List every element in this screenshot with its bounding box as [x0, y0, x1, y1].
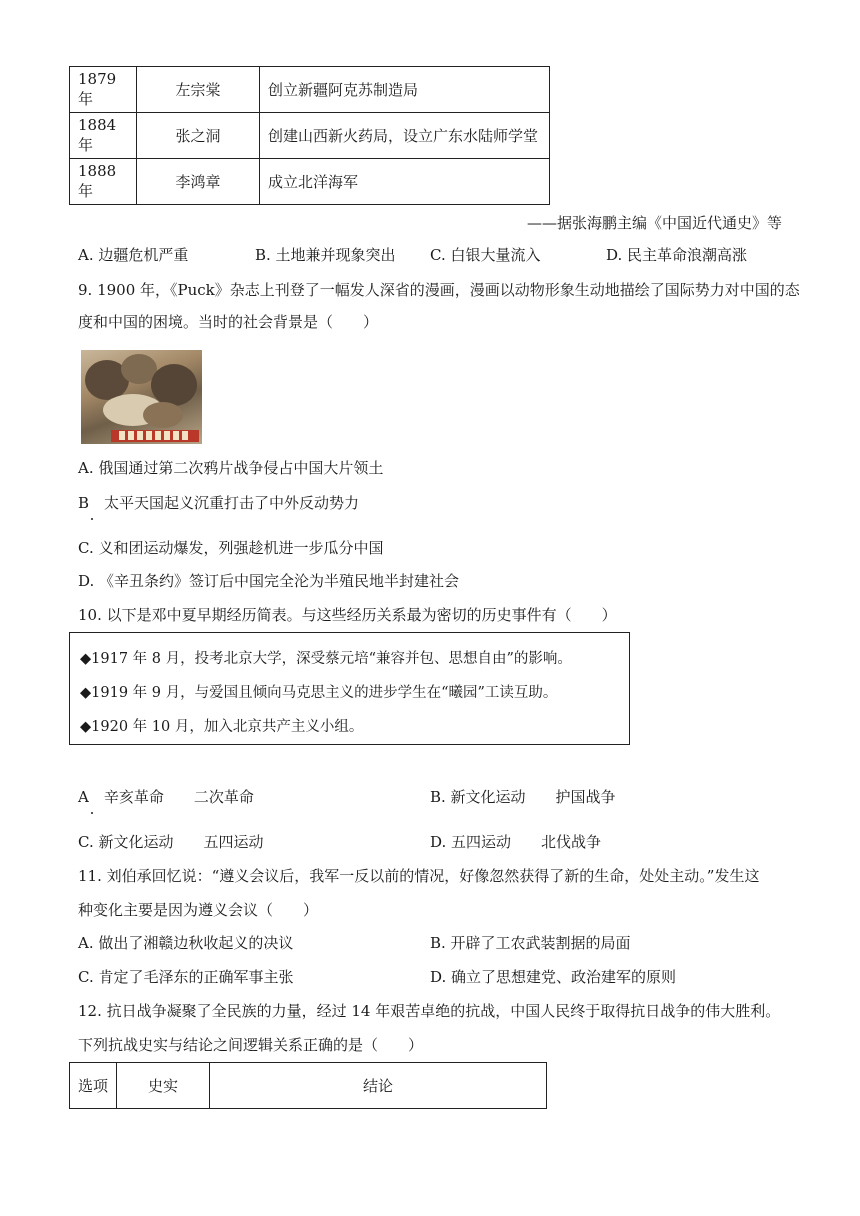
q12-stem-line1: 12. 抗日战争凝聚了全民族的力量，经过 14 年艰苦卓绝的抗战，中国人民终于取得抗日战争的伟大胜利。	[78, 1002, 781, 1020]
q11-stem-line2: 种变化主要是因为遵义会议（ ）	[78, 901, 319, 919]
q11-option-d[interactable]: D. 确立了思想建党、政治建军的原则	[430, 968, 677, 986]
q9-option-c[interactable]: C. 义和团运动爆发，列强趁机进一步瓜分中国	[78, 539, 384, 557]
q10-stem: 10. 以下是邓中夏早期经历简表。与这些经历关系最为密切的历史事件有（ ）	[78, 606, 617, 624]
table-cell-person: 左宗棠	[137, 67, 260, 113]
deng-zhongxia-profile-box	[69, 632, 630, 745]
q12-stem-line2: 下列抗战史实与结论之间逻辑关系正确的是（ ）	[78, 1036, 424, 1054]
q9-stem-line2: 度和中国的困境。当时的社会背景是（ ）	[78, 313, 379, 331]
table-cell-year: 1884 年	[70, 113, 137, 159]
q9-option-b[interactable]: B 太平天国起义沉重打击了中外反动势力	[78, 494, 360, 512]
table-row	[70, 67, 550, 113]
table-cell-person: 李鸿章	[137, 159, 260, 205]
q11-option-b[interactable]: B. 开辟了工农武装割据的局面	[430, 934, 631, 952]
table-row	[70, 159, 550, 205]
table-header-row	[70, 1063, 547, 1109]
q11-stem-line1: 11. 刘伯承回忆说：“遵义会议后，我军一反以前的情况，好像忽然获得了新的生命，处处主动。”发生这	[78, 867, 760, 885]
cartoon-caption	[119, 431, 191, 440]
q11-option-c[interactable]: C. 肯定了毛泽东的正确军事主张	[78, 968, 294, 986]
q8-option-d[interactable]: D. 民主革命浪潮高涨	[606, 246, 748, 264]
table-cell-event: 创立新疆阿克苏制造局	[260, 67, 550, 113]
table-cell-event: 成立北洋海军	[260, 159, 550, 205]
table-cell-year: 1879 年	[70, 67, 137, 113]
q9-stem-line1: 9. 1900 年，《Puck》杂志上刊登了一幅发人深省的漫画，漫画以动物形象生动地描绘了国际势力对中国的态	[78, 281, 800, 299]
table-cell-event: 创建山西新火药局，设立广东水陆师学堂	[260, 113, 550, 159]
q9-option-a[interactable]: A. 俄国通过第二次鸦片战争侵占中国大片领土	[78, 459, 384, 477]
q8-option-a[interactable]: A. 边疆危机严重	[78, 246, 189, 264]
q11-option-a[interactable]: A. 做出了湘赣边秋收起义的决议	[78, 934, 294, 952]
q8-option-c[interactable]: C. 白银大量流入	[430, 246, 541, 264]
table-cell-year: 1888 年	[70, 159, 137, 205]
table-header-conclusion: 结论	[210, 1063, 547, 1109]
q10-option-c[interactable]: C. 新文化运动 五四运动	[78, 833, 264, 851]
table-cell-person: 张之洞	[137, 113, 260, 159]
profile-line: ◆1919 年 9 月，与爱国且倾向马克思主义的进步学生在“曦园”工读互助。	[80, 685, 558, 701]
emphasis-dot	[91, 518, 93, 520]
puck-cartoon-image	[81, 350, 202, 444]
profile-line: ◆1917 年 8 月，投考北京大学，深受蔡元培“兼容并包、思想自由”的影响。	[80, 651, 572, 667]
q9-option-d[interactable]: D. 《辛丑条约》签订后中国完全沦为半殖民地半封建社会	[78, 572, 460, 590]
q10-option-b[interactable]: B. 新文化运动 护国战争	[430, 788, 616, 806]
q10-option-a[interactable]: A 辛亥革命 二次革命	[78, 788, 254, 806]
q12-table	[69, 1062, 547, 1109]
emphasis-dot	[91, 812, 93, 814]
reform-table	[69, 66, 550, 205]
table-source: ——据张海鹏主编《中国近代通史》等	[526, 214, 782, 232]
table-row	[70, 113, 550, 159]
q10-option-d[interactable]: D. 五四运动 北伐战争	[430, 833, 602, 851]
profile-line: ◆1920 年 10 月，加入北京共产主义小组。	[80, 719, 364, 735]
q8-option-b[interactable]: B. 土地兼并现象突出	[255, 246, 396, 264]
table-header-option: 选项	[70, 1063, 117, 1109]
table-header-fact: 史实	[117, 1063, 210, 1109]
